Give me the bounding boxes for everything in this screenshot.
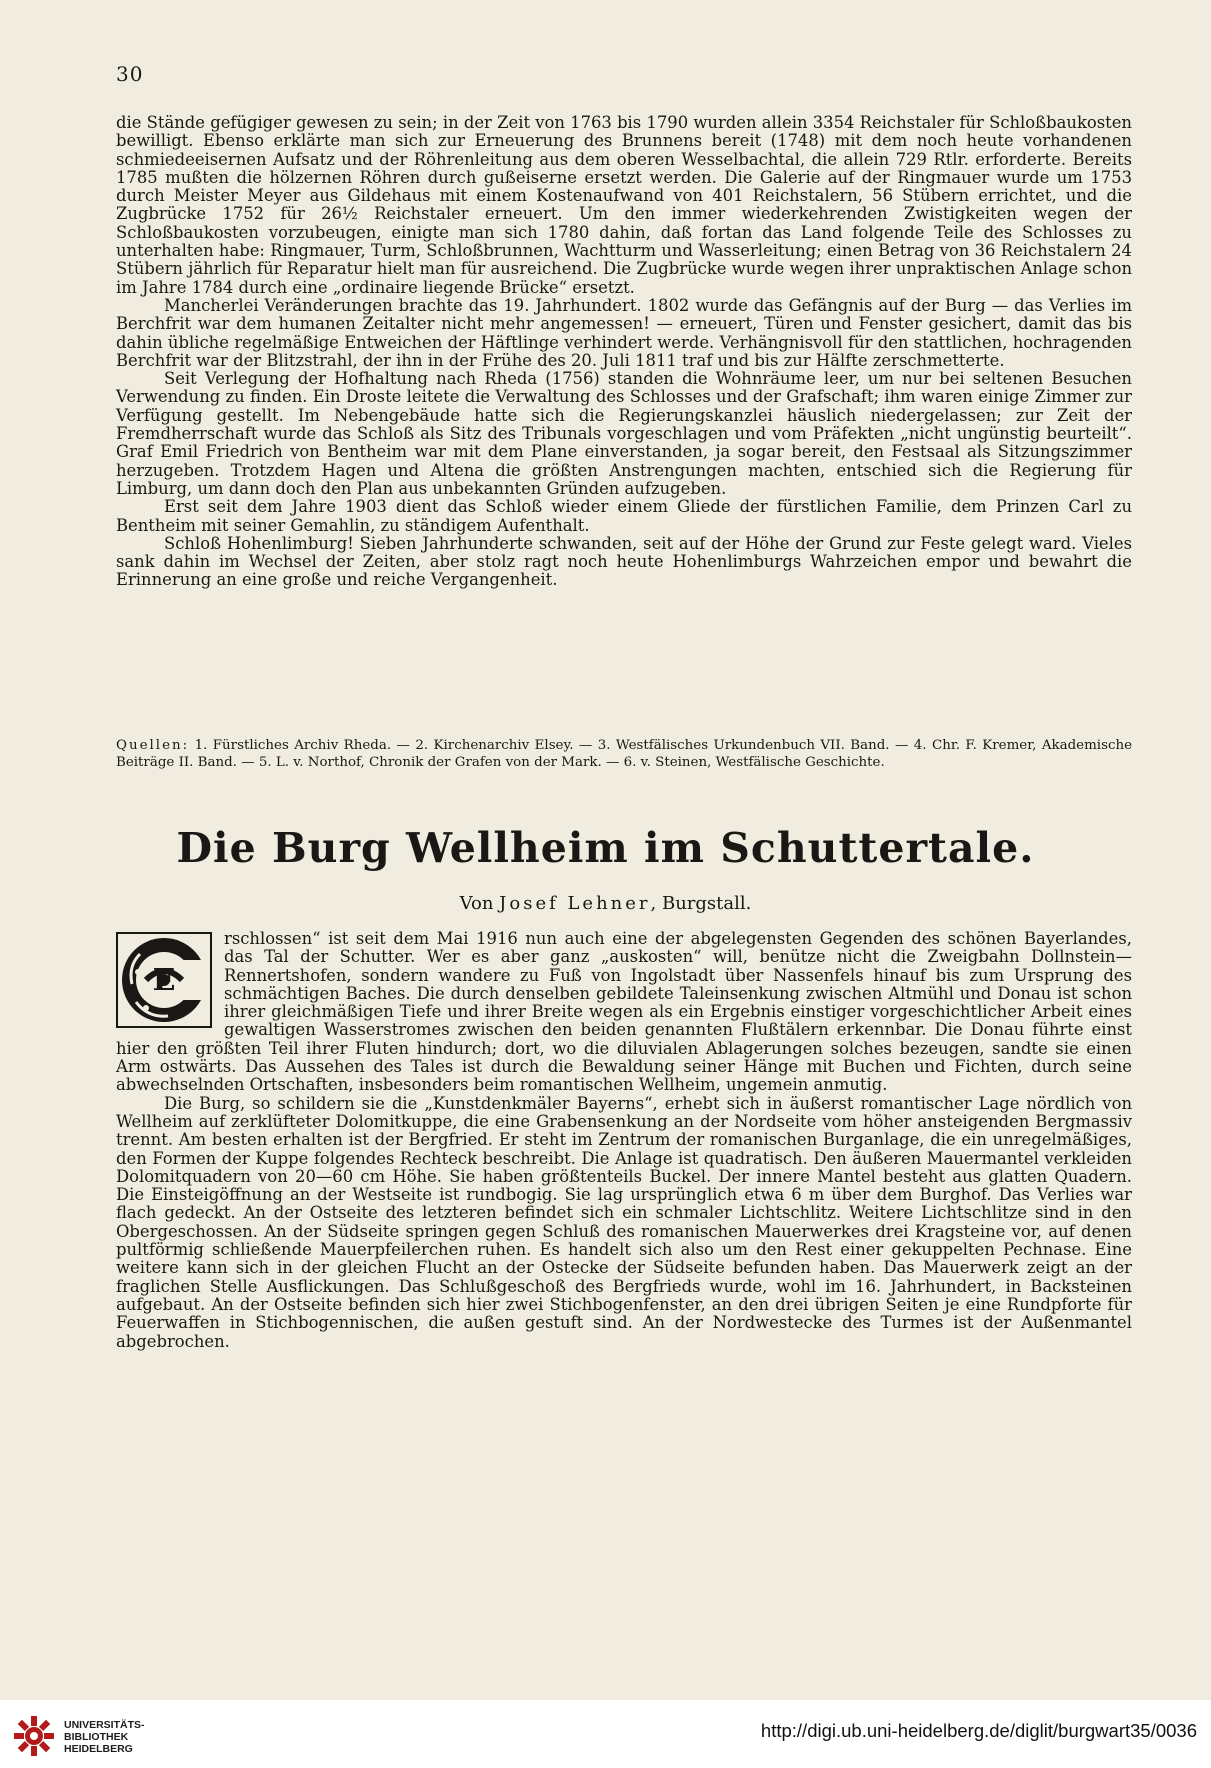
- byline: [0, 893, 1211, 914]
- library-name-line: UNIVERSITÄTS-: [64, 1719, 145, 1731]
- article-title: Die Burg Wellheim im Schuttertale.: [176, 824, 1035, 872]
- sources-text: 1. Fürstliches Archiv Rheda. — 2. Kirchenarchiv Elsey. — 3. Westfälisches Urkundenbuch VII. Band. — 4. Chr. F. Kremer, Akademische Beiträge II. Band. — 5. L. v. Northof, Chronik der Grafen von der Mark. — 6. v. Steinen, Westfälische Geschichte.: [116, 738, 1132, 770]
- sources-note: [116, 737, 1132, 771]
- paragraph: Schloß Hohenlimburg! Sieben Jahrhunderte schwanden, seit auf der Höhe der Grund zur Feste gelegt ward. Vieles sank dahin im Wechsel der Zeiten, aber stolz ragt noch heute Hohenlimburgs Wahrzeichen empor und bewahrt die Erinnerung an eine große und reiche Vergangenheit.: [116, 533, 1132, 590]
- byline-place: , Burgstall.: [650, 893, 752, 914]
- university-library-seal-icon: [14, 1716, 54, 1756]
- wellheim-article-text: [116, 930, 1132, 1351]
- upper-article-text: [116, 114, 1132, 590]
- sources-lead: Quellen:: [116, 738, 190, 753]
- dropcap-letter: E: [152, 963, 176, 998]
- second-paragraph: Die Burg, so schildern sie die „Kunstdenkmäler Bayerns“, erhebt sich in äußerst romantischer Lage nördlich von Wellheim auf zerklüfteter Dolomitkuppe, die eine Grabensenkung an der Nordseite vom höher ansteigenden Bergmassiv trennt. Am besten erhalten ist der Bergfried. Er steht im Zentrum der romanischen Burganlage, die ein unregelmäßiges, den Formen der Kuppe folgendes Rechteck beschreibt. Die Anlage ist quadratisch. Den äußeren Mauermantel verkleiden Dolomitquadern von 20—60 cm Höhe. Sie haben größtenteils Buckel. Der innere Mantel besteht aus glatten Quadern. Die Einsteigöffnung an der Westseite ist rundbogig. Sie lag ursprünglich etwa 6 m über dem Burghof. Das Verlies war flach gedeckt. An der Ostseite des letzteren befindet sich ein schmaler Lichtschlitz. Weitere Lichtschlitze sind in den Obergeschossen. An der Südseite springen gegen Schluß des romanischen Mauerwerkes drei Kragsteine vor, auf denen pultförmig schließende Mauerpfeilerchen ruhen. Es handelt sich also um den Rest einer gekuppelten Pechnase. Eine weitere kann sich in der gleichen Flucht an der Ostecke der Südseite befunden haben. Das Mauerwerk zeigt an der fraglichen Stelle Ausflickungen. Das Schlußgeschoß des Bergfrieds wurde, wohl im 16. Jahrhundert, in Backsteinen aufgebaut. An der Ostseite befinden sich hier zwei Stichbogenfenster, an den drei übrigen Seiten je eine Rundpforte für Feuerwaffen in Stichbogennischen, die außen gestuft sind. An der Nordwestecke des Turmes ist der Außenmantel abgebrochen.: [116, 1093, 1132, 1351]
- library-name-line: BIBLIOTHEK: [64, 1731, 129, 1743]
- ornamental-initial-icon: [116, 932, 212, 1028]
- paragraph: Seit Verlegung der Hofhaltung nach Rheda (1756) standen die Wohnräume leer, um nur bei seltenen Besuchen Verwendung zu finden. Ein Droste leitete die Verwaltung des Schlosses und der Grafschaft; ihm waren einige Zimmer zur Verfügung gestellt. Im Nebengebäude hatte sich die Regierungskanzlei häuslich niedergelassen; zur Zeit der Fremdherrschaft wurde das Schloß als Sitz des Tribunals vorgeschlagen und vom Präfekten „nicht ungünstig beurteilt“. Graf Emil Friedrich von Bentheim war mit dem Plane einverstanden, ja sogar bereit, den Festsaal als Sitzungszimmer herzugeben. Trotzdem Hagen und Altena die größten Anstrengungen machten, entschied sich die Regierung für Limburg, um dann doch den Plan aus unbekannten Gründen aufzugeben.: [116, 369, 1132, 498]
- byline-prefix: Von: [459, 893, 494, 914]
- paragraph: Mancherlei Veränderungen brachte das 19. Jahrhundert. 1802 wurde das Gefängnis auf der Burg — das Verlies im Berchfrit war dem humanen Zeitalter nicht mehr angemessen! — erneuert, Türen und Fenster gesichert, damit das bis dahin übliche regelmäßige Entweichen der Häftlinge verhindert werde. Verhängnisvoll für den stattlichen, hochragenden Berchfrit war der Blitzstrahl, der ihn in der Frühe des 20. Juli 1811 traf und bis zur Hälfte zerschmetterte.: [116, 295, 1132, 370]
- first-paragraph: [116, 930, 1132, 1095]
- library-name: [64, 1719, 145, 1755]
- paragraph: Erst seit dem Jahre 1903 dient das Schloß wieder einem Gliede der fürstlichen Familie, dem Prinzen Carl zu Bentheim mit seiner Gemahlin, zu ständigem Aufenthalt.: [116, 497, 1132, 535]
- first-paragraph-text: rschlossen“ ist seit dem Mai 1916 nun auch eine der abgelegensten Gegenden des schönen Bayerlandes, das Tal der Schutter. Wer es aber ganz „auskosten“ will, benütze nicht die Zweigbahn Dollnstein—Rennertshofen, sondern wandere zu Fuß von Ingolstadt über Nassenfels hinauf bis zum Ursprung des schmächtigen Baches. Die durch denselben gebildete Taleinsenkung zwischen Altmühl und Donau ist schon ihrer gleichmäßigen Tiefe und ihrer Breite wegen als ein Ergebnis einstiger vorgeschichtlicher Arbeit eines gewaltigen Wasserstromes zwischen den beiden genannten Flußtälern erkennbar. Die Donau führte einst hier den größten Teil ihrer Fluten hindurch; dort, wo die diluvialen Ablagerungen solches bezeugen, sandte sie einen Arm ostwärts. Das Aussehen des Tales ist durch die Bewaldung seiner Hänge mit Buchen und Fichten, durch seine abwechselnden Ortschaften, insbesonders beim romantischen Wellheim, ungemein anmutig.: [116, 929, 1132, 1095]
- paragraph: die Stände gefügiger gewesen zu sein; in der Zeit von 1763 bis 1790 wurden allein 3354 Reichstaler für Schloßbaukosten bewilligt. Ebenso erklärte man sich zur Erneuerung des Brunnens bereit (1748) mit dem noch heute vorhandenen schmiedeeisernen Aufsatz und der Röhrenleitung aus dem oberen Wesselbachtal, die allein 729 Rtlr. erforderte. Bereits 1785 mußten die hölzernen Röhren durch gußeiserne ersetzt werden. Die Galerie auf der Ringmauer wurde um 1753 durch Meister Meyer aus Gildehaus mit einem Kostenaufwand von 401 Reichstalern, 56 Stübern errichtet, und die Zugbrücke 1752 für 26½ Reichstaler erneuert. Um den immer wiederkehrenden Zwistigkeiten wegen der Schloßbaukosten vorzubeugen, einigte man sich 1780 dahin, daß fortan das Land folgende Teile des Schlosses zu unterhalten habe: Ringmauer, Turm, Schloßbrunnen, Wachtturm und Wasserleitung; einen Betrag von 36 Reichstalern 24 Stübern jährlich für Reparatur hielt man für ausreichend. Die Zugbrücke wurde wegen ihrer unpraktischen Anlage schon im Jahre 1784 durch eine „ordinaire liegende Brücke“ ersetzt.: [116, 113, 1132, 297]
- byline-author: Josef Lehner: [499, 893, 651, 914]
- page-number: 30: [116, 62, 144, 86]
- library-footer: [0, 1700, 1211, 1768]
- library-name-line: HEIDELBERG: [64, 1743, 133, 1755]
- permalink-url[interactable]: http://digi.ub.uni-heidelberg.de/diglit/burgwart35/0036: [760, 1720, 1197, 1741]
